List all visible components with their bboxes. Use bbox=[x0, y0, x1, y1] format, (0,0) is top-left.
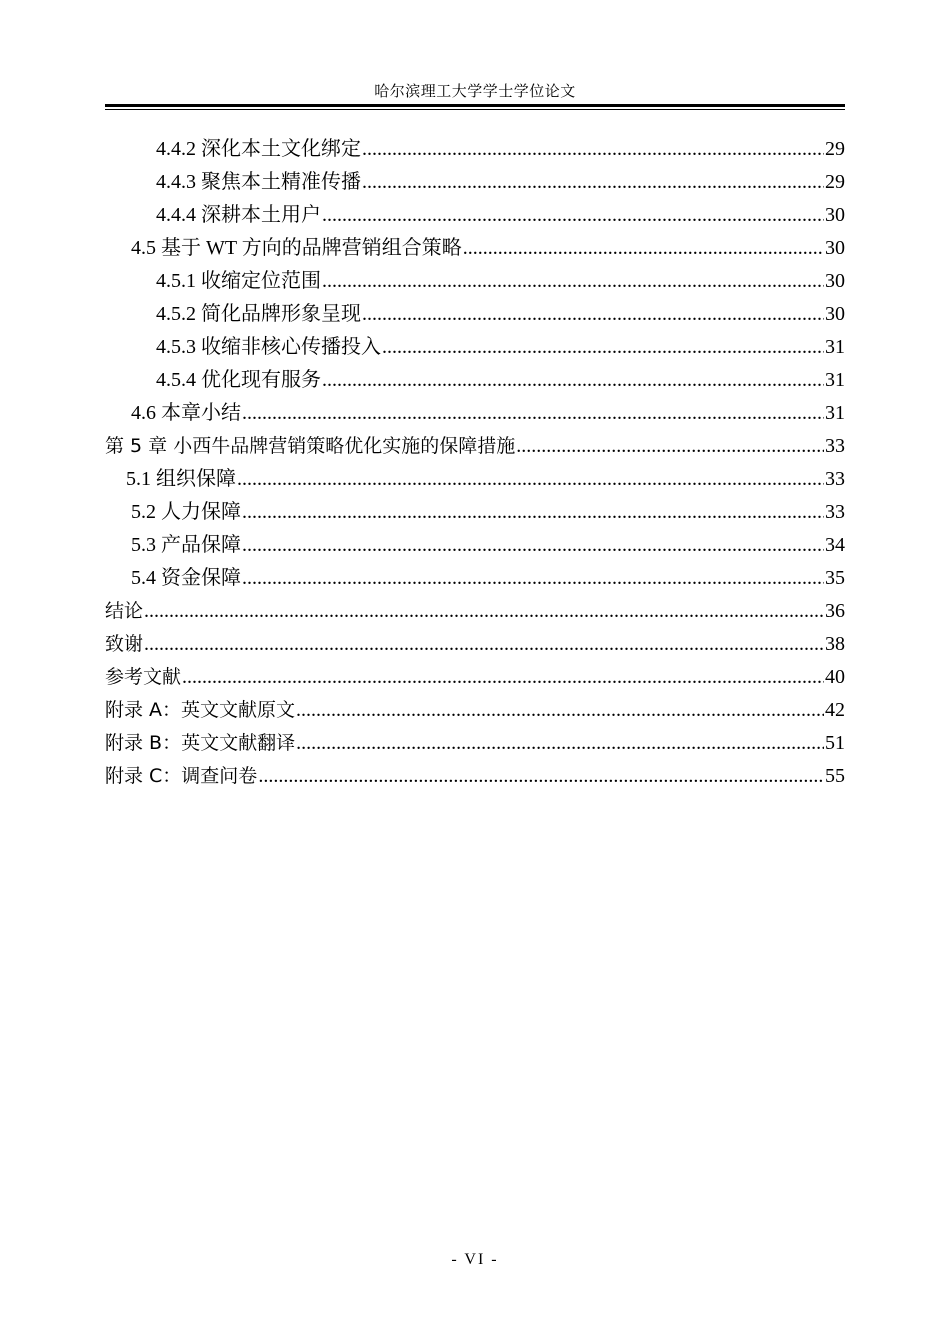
toc-entry[interactable] bbox=[105, 562, 845, 595]
toc-dot-leader bbox=[258, 760, 824, 793]
toc-entry-label: 4.4.2 深化本土文化绑定 bbox=[156, 138, 361, 160]
toc-dot-leader bbox=[463, 232, 824, 265]
toc-entry[interactable] bbox=[105, 199, 845, 232]
toc-entry-label: 4.5.2 简化品牌形象呈现 bbox=[156, 303, 361, 325]
toc-page-number: 29 bbox=[825, 138, 845, 160]
toc-dot-leader bbox=[322, 265, 824, 298]
toc-dot-leader bbox=[242, 562, 824, 595]
toc-dot-leader bbox=[516, 430, 824, 463]
toc-page-number: 34 bbox=[825, 534, 845, 556]
toc-entry-label: 4.5.4 优化现有服务 bbox=[156, 369, 321, 391]
toc-entry-label: 结论 bbox=[105, 600, 144, 622]
toc-entry[interactable] bbox=[105, 364, 845, 397]
toc-entry[interactable] bbox=[105, 694, 845, 727]
toc-dot-leader bbox=[242, 397, 824, 430]
header-rule-thick bbox=[105, 104, 845, 107]
toc-entry-label: 4.5 基于 WT 方向的品牌营销组合策略 bbox=[131, 237, 462, 259]
toc-page-number: 31 bbox=[825, 336, 845, 358]
toc-entry-label: 4.4.3 聚焦本土精准传播 bbox=[156, 171, 361, 193]
toc-page-number: 51 bbox=[825, 732, 845, 754]
toc-entry[interactable] bbox=[105, 463, 845, 496]
toc-dot-leader bbox=[362, 298, 824, 331]
toc-dot-leader bbox=[296, 727, 824, 760]
toc-page-number: 31 bbox=[825, 369, 845, 391]
toc-entry[interactable] bbox=[105, 727, 845, 760]
toc-page-number: 55 bbox=[825, 765, 845, 787]
toc-entry[interactable] bbox=[105, 529, 845, 562]
toc-entry[interactable] bbox=[105, 166, 845, 199]
toc-entry[interactable] bbox=[105, 298, 845, 331]
toc-page-number: 30 bbox=[825, 303, 845, 325]
toc-dot-leader bbox=[362, 133, 824, 166]
toc-dot-leader bbox=[182, 661, 824, 694]
toc-dot-leader bbox=[296, 694, 824, 727]
toc-page-number: 35 bbox=[825, 567, 845, 589]
toc-dot-leader bbox=[242, 529, 824, 562]
toc-entry[interactable] bbox=[105, 595, 845, 628]
toc-dot-leader bbox=[362, 166, 824, 199]
toc-page-number: 30 bbox=[825, 237, 845, 259]
toc-dot-leader bbox=[144, 628, 824, 661]
toc-dot-leader bbox=[237, 463, 824, 496]
toc-dot-leader bbox=[382, 331, 824, 364]
toc-page-number: 30 bbox=[825, 270, 845, 292]
toc-entry-label: 5.4 资金保障 bbox=[131, 567, 241, 589]
toc-entry-label: 4.5.3 收缩非核心传播投入 bbox=[156, 336, 381, 358]
toc-entry[interactable] bbox=[105, 430, 845, 463]
toc-page-number: 36 bbox=[825, 600, 845, 622]
toc-entry-label: 5.3 产品保障 bbox=[131, 534, 241, 556]
toc-entry[interactable] bbox=[105, 760, 845, 793]
toc-entry-label: 附录 A：英文文献原文 bbox=[105, 699, 296, 721]
toc-entry-label: 4.6 本章小结 bbox=[131, 402, 241, 424]
toc-page-number: 33 bbox=[825, 435, 845, 457]
table-of-contents bbox=[105, 133, 845, 793]
toc-dot-leader bbox=[322, 199, 824, 232]
toc-entry-label: 第 5 章 小西牛品牌营销策略优化实施的保障措施 bbox=[105, 435, 516, 457]
toc-entry[interactable] bbox=[105, 133, 845, 166]
toc-page-number: 31 bbox=[825, 402, 845, 424]
toc-entry-label: 致谢 bbox=[105, 633, 144, 655]
toc-page-number: 40 bbox=[825, 666, 845, 688]
toc-entry[interactable] bbox=[105, 331, 845, 364]
toc-entry[interactable] bbox=[105, 496, 845, 529]
running-header: 哈尔滨理工大学学士学位论文 bbox=[374, 84, 576, 100]
toc-page-number: 30 bbox=[825, 204, 845, 226]
toc-page-number: 33 bbox=[825, 468, 845, 490]
toc-entry[interactable] bbox=[105, 265, 845, 298]
toc-entry-label: 4.4.4 深耕本土用户 bbox=[156, 204, 321, 226]
toc-page-number: 42 bbox=[825, 699, 845, 721]
toc-dot-leader bbox=[144, 595, 824, 628]
toc-entry[interactable] bbox=[105, 661, 845, 694]
toc-entry-label: 4.5.1 收缩定位范围 bbox=[156, 270, 321, 292]
toc-entry-label: 5.1 组织保障 bbox=[126, 468, 236, 490]
toc-entry-label: 5.2 人力保障 bbox=[131, 501, 241, 523]
toc-page-number: 29 bbox=[825, 171, 845, 193]
page-number: - VI - bbox=[451, 1251, 499, 1268]
toc-dot-leader bbox=[322, 364, 824, 397]
toc-entry-label: 参考文献 bbox=[105, 666, 182, 688]
toc-entry-label: 附录 C：调查问卷 bbox=[105, 765, 258, 787]
toc-entry[interactable] bbox=[105, 628, 845, 661]
toc-entry[interactable] bbox=[105, 397, 845, 430]
toc-entry[interactable] bbox=[105, 232, 845, 265]
toc-entry-label: 附录 B：英文文献翻译 bbox=[105, 732, 296, 754]
toc-page-number: 38 bbox=[825, 633, 845, 655]
header-rule-thin bbox=[105, 109, 845, 110]
toc-dot-leader bbox=[242, 496, 824, 529]
toc-page-number: 33 bbox=[825, 501, 845, 523]
